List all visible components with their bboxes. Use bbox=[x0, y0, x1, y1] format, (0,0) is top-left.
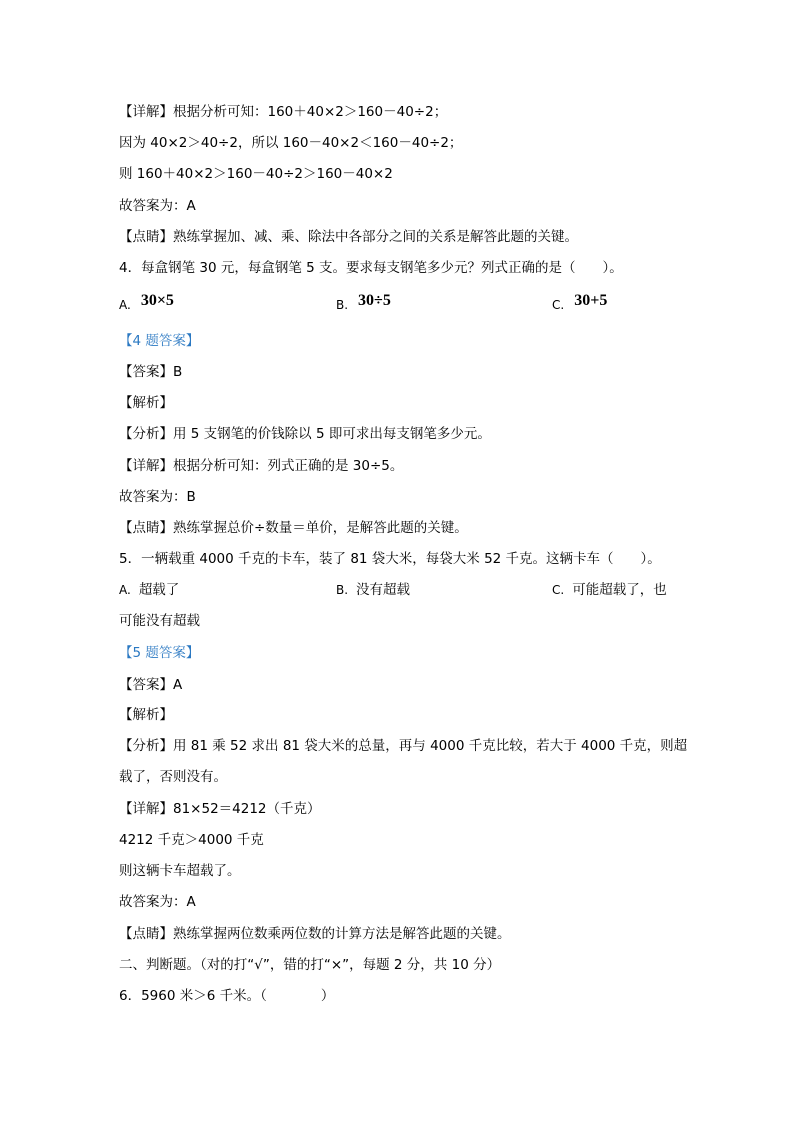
q4-option-c bbox=[552, 294, 607, 316]
q3-answer-line: 故答案为：A bbox=[119, 198, 196, 214]
q5-option-c-letter: C. bbox=[552, 583, 565, 597]
q4-option-b-expr: 30÷5 bbox=[358, 292, 391, 309]
q3-detail-line-3: 则 160＋40×2＞160－40÷2＞160－40×2 bbox=[119, 166, 393, 182]
section-2-heading: 二、判断题。（对的打“√”，错的打“×”，每题 2 分，共 10 分） bbox=[119, 957, 501, 973]
q5-tip: 【点睛】熟练掌握两位数乘两位数的计算方法是解答此题的关键。 bbox=[119, 926, 511, 942]
q4-option-a bbox=[119, 294, 174, 316]
q5-analysis-line-1: 【分析】用 81 乘 52 求出 81 袋大米的总量，再与 4000 千克比较，若大于 4000 千克，则超 bbox=[119, 738, 688, 754]
q4-answer-header: 【4 题答案】 bbox=[119, 333, 200, 349]
q6-stem: 6．5960 米＞6 千米。（ ） bbox=[119, 988, 335, 1004]
q4-answer: 【答案】B bbox=[119, 364, 183, 380]
q5-option-a-text: 超载了 bbox=[138, 582, 180, 598]
q5-option-a-letter: A. bbox=[119, 583, 131, 597]
q5-option-b bbox=[336, 579, 410, 601]
q4-tip: 【点睛】熟练掌握总价÷数量＝单价，是解答此题的关键。 bbox=[119, 520, 468, 536]
q4-analysis: 【分析】用 5 支钢笔的价钱除以 5 即可求出每支钢笔多少元。 bbox=[119, 426, 491, 442]
q3-detail-line-2: 因为 40×2＞40÷2，所以 160－40×2＜160－40÷2； bbox=[119, 135, 463, 151]
q5-detail-line-1: 【详解】81×52＝4212（千克） bbox=[119, 801, 321, 817]
q4-option-b-letter: B. bbox=[336, 298, 349, 312]
q5-option-b-letter: B. bbox=[336, 583, 349, 597]
q5-analysis-header: 【解析】 bbox=[119, 707, 173, 723]
q4-option-a-letter: A. bbox=[119, 298, 131, 312]
q5-analysis-line-2: 载了，否则没有。 bbox=[119, 769, 227, 785]
q5-option-c-continued: 可能没有超载 bbox=[119, 613, 200, 629]
q3-tip: 【点睛】熟练掌握加、减、乘、除法中各部分之间的关系是解答此题的关键。 bbox=[119, 229, 578, 245]
q5-option-c bbox=[552, 579, 667, 601]
q5-option-a bbox=[119, 579, 179, 601]
q4-option-c-expr: 30+5 bbox=[574, 292, 608, 309]
q4-analysis-header: 【解析】 bbox=[119, 395, 173, 411]
q3-detail-line-1: 【详解】根据分析可知：160＋40×2＞160－40÷2； bbox=[119, 104, 448, 120]
q5-detail-line-2: 4212 千克＞4000 千克 bbox=[119, 832, 264, 848]
q5-answer: 【答案】A bbox=[119, 677, 183, 693]
q4-option-a-expr: 30×5 bbox=[140, 292, 174, 309]
q5-options bbox=[119, 579, 679, 601]
q4-stem: 4．每盒钢笔 30 元，每盒钢笔 5 支。要求每支钢笔多少元？列式正确的是（ ）。 bbox=[119, 260, 623, 276]
q5-answer-line: 故答案为：A bbox=[119, 894, 196, 910]
q5-answer-header: 【5 题答案】 bbox=[119, 645, 200, 661]
q5-stem: 5．一辆载重 4000 千克的卡车，装了 81 袋大米，每袋大米 52 千克。这辆卡车（ ）。 bbox=[119, 551, 661, 567]
q4-options bbox=[119, 294, 679, 316]
q5-option-b-text: 没有超载 bbox=[356, 582, 411, 598]
q4-option-c-letter: C. bbox=[552, 298, 565, 312]
q4-detail: 【详解】根据分析可知：列式正确的是 30÷5。 bbox=[119, 458, 404, 474]
q5-detail-line-3: 则这辆卡车超载了。 bbox=[119, 863, 241, 879]
q4-answer-line: 故答案为：B bbox=[119, 489, 196, 505]
q4-option-b bbox=[336, 294, 391, 316]
q5-option-c-text: 可能超载了，也 bbox=[572, 582, 667, 598]
